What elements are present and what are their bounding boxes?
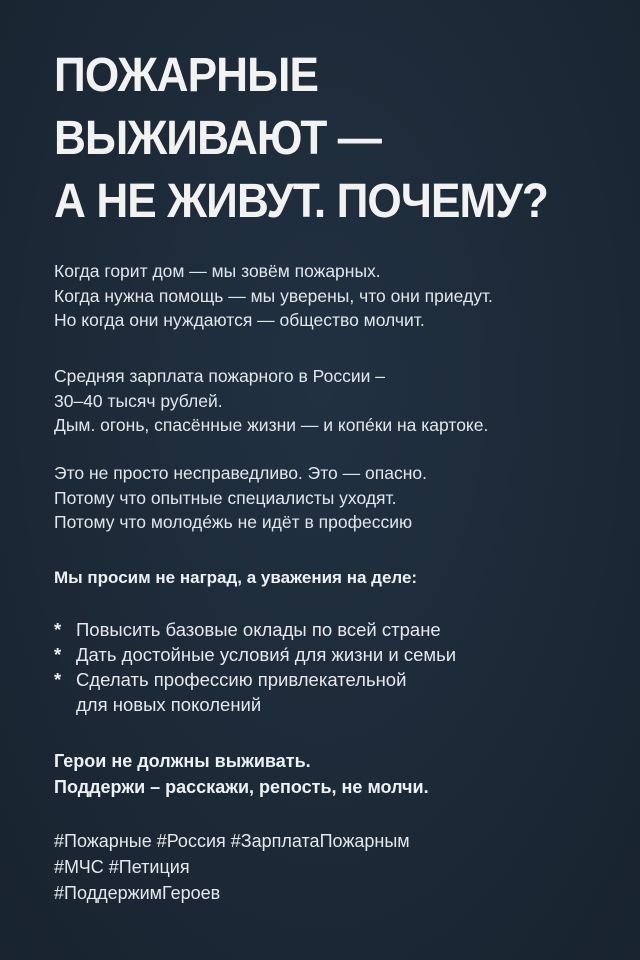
cta-line: Поддержи – расскажи, репость, не молчи.	[54, 777, 429, 797]
list-item-line: Повысить базовые оклады по всей стране	[76, 619, 441, 640]
salary-paragraph	[54, 364, 634, 438]
paragraph-line: Дым. огонь, спасённые жизни — и копéки на картоке.	[54, 415, 489, 435]
demands-list	[54, 617, 634, 717]
paragraph-line: Средняя зарплата пожарного в России –	[54, 366, 385, 386]
paragraph-line: Когда горит дом — мы зовём пожарных.	[54, 261, 381, 281]
list-item-text	[76, 667, 406, 717]
intro-paragraph	[54, 259, 634, 333]
list-item-text	[76, 617, 441, 642]
hashtag-line: #МЧС #Петиция	[54, 857, 190, 877]
paragraph-line: Но когда они нуждаются — общество молчит.	[54, 310, 425, 330]
list-item	[54, 667, 634, 717]
list-item	[54, 642, 634, 667]
hashtag-line: #ПоддержимГероев	[54, 883, 221, 903]
paragraph-line: Когда нужна помощь — мы уверены, что они приедут.	[54, 285, 493, 306]
call-to-action	[54, 748, 429, 800]
list-item-line: Дать достойные условия́ для жизни и семьи	[76, 644, 457, 665]
headline-line: ВЫЖИВАЮТ —	[54, 112, 382, 165]
danger-paragraph	[54, 461, 634, 535]
asterisk-bullet-icon: *	[54, 619, 62, 640]
paragraph-line: 30–40 тысяч рублей.	[54, 390, 223, 411]
asterisk-bullet-icon: *	[54, 669, 62, 690]
headline	[54, 44, 578, 233]
list-item-text	[76, 642, 456, 667]
list-item-line: для новых поколений	[76, 694, 262, 715]
paragraph-line: Это не просто несправедливо. Это — опасно.	[54, 463, 427, 483]
hashtags	[54, 828, 410, 906]
request-statement: Мы просим не наград, а уважения на деле:	[54, 568, 418, 587]
headline-line: А НЕ ЖИВУТ. ПОЧЕМУ?	[54, 175, 548, 228]
list-item-line: Сделать профессию привлекательной	[76, 669, 407, 690]
headline-line: ПОЖАРНЫЕ	[54, 49, 318, 102]
paragraph-line: Потому что опытные специалисты уходят.	[54, 487, 397, 508]
paragraph-line: Потому что молодéжь не идёт в профессию	[54, 512, 413, 532]
list-item	[54, 617, 634, 642]
hashtag-line: #Пожарные #Россия #ЗарплатаПожарным	[54, 831, 410, 851]
asterisk-bullet-icon: *	[54, 644, 62, 665]
cta-line: Герои не должны выживать.	[54, 751, 311, 771]
